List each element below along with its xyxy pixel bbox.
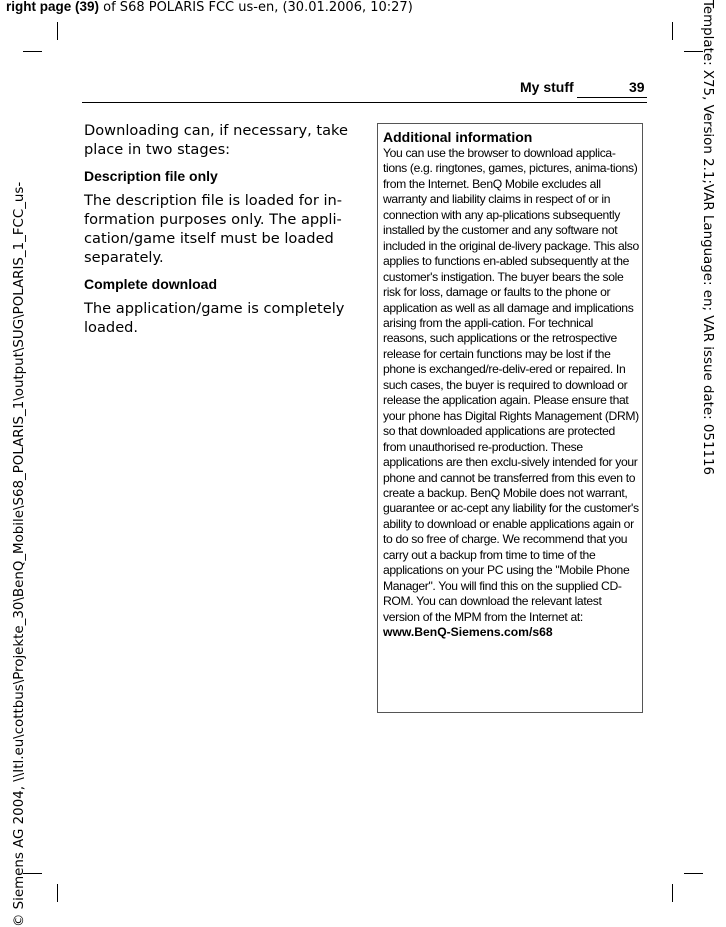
info-box-body: You can use the browser to download applica-tions (e.g. ringtones, games, pictures, anima-tions) from the Internet. BenQ Mobile excludes all warranty and liability claims in respect of or in connection with any ap-plications subsequently installed by the customer and any software not included in the original de-livery package. This also applies to functions en-abled subsequently at the customer's instigation. The buyer bears the sole risk for loss, damage or faults to the phone or application as well as all damage and implications arising from the appli-cation. For technical reasons, such applications or the retrospective release for certain functions may be lost if the phone is exchanged/re-deliv-ered or repaired. In such cases, the buyer is required to download or release the application again. Please ensure that your phone has Digital Rights Management (DRM) so that downloaded applications are protected from unauthorised re-production. These applications are then exclu-sively intended for your phone and cannot be transferred from this even to create a backup. BenQ Mobile does not warrant, guarantee or ac-cept any liability for the customer's ability to download or enable applications again or to do so free of charge. We recommend that you carry out a backup from time to time of the applications on your PC using the "Mobile Phone Manager". You will find this on the supplied CD-ROM. You can download the relevant latest version of the MPM from the Internet at:: [383, 146, 639, 624]
crop-mark: [684, 873, 703, 874]
print-header-bold: right page (39): [6, 0, 100, 14]
crop-mark: [23, 51, 42, 52]
crop-mark: [57, 884, 58, 902]
info-box-title: Additional information: [383, 129, 533, 145]
section-title: My stuff: [520, 79, 574, 95]
intro-paragraph: Downloading can, if necessary, take place in two stages:: [84, 122, 348, 158]
page-number: 39: [629, 79, 645, 95]
section-heading: Description file only: [84, 168, 218, 184]
crop-mark: [672, 22, 673, 40]
additional-info-box: [377, 123, 643, 713]
header-rule-short: [577, 97, 647, 98]
template-info: Template: X75, Version 2.1;VAR Language: en; VAR issue date: 051116: [700, 0, 715, 476]
crop-mark: [672, 884, 673, 902]
print-header-rest: of S68 POLARIS FCC us-en, (30.01.2006, 10:27): [99, 0, 413, 15]
copyright-path: © Siemens AG 2004, \\Itl.eu\cottbus\Projekte_30\BenQ_Mobile\S68_POLARIS_1\output\SUG\POLARIS_1_FCC_us-: [12, 181, 27, 927]
print-header: [6, 0, 413, 15]
section-body: The description file is loaded for in-formation purposes only. The appli-cation/game itself must be loaded separately.: [84, 192, 343, 266]
header-rule: [82, 102, 647, 103]
info-box-url: www.BenQ-Siemens.com/s68: [383, 625, 553, 640]
section-heading: Complete download: [84, 276, 217, 292]
main-text-column: [84, 121, 362, 345]
crop-mark: [57, 22, 58, 40]
section-body: The application/game is completely loaded.: [84, 300, 345, 336]
